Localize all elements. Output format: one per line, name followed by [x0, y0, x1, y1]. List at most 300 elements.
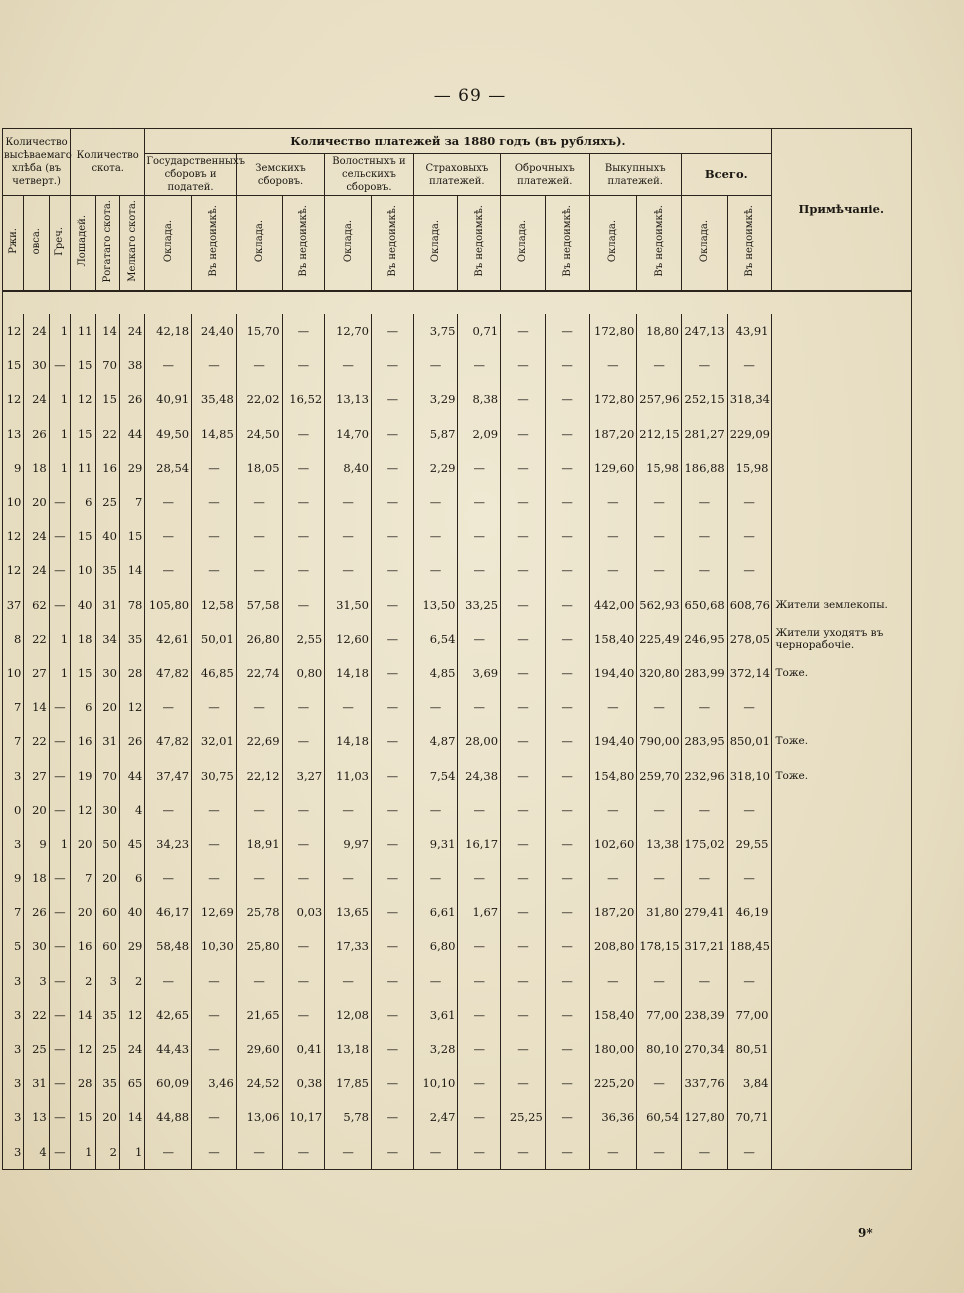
table-cell: 1 — [49, 656, 70, 690]
table-cell: 16,52 — [282, 382, 325, 416]
table-cell: 15 — [71, 417, 95, 451]
table-cell: — — [545, 1066, 589, 1100]
horses-header: Лошадей. — [71, 196, 95, 292]
table-cell: 14 — [119, 553, 144, 587]
table-cell: 4 — [119, 793, 144, 827]
table-cell: 3 — [3, 998, 24, 1032]
table-cell: — — [372, 553, 414, 587]
table-cell: — — [192, 964, 237, 998]
note-cell — [771, 314, 912, 348]
table-cell: — — [637, 553, 682, 587]
table-cell: 102,60 — [589, 827, 637, 861]
table-cell: — — [49, 690, 70, 724]
table-cell: 22 — [24, 998, 49, 1032]
table-row — [3, 758, 912, 792]
table-header — [3, 129, 912, 315]
insurance-header: Страховыхъ платежей. — [413, 154, 500, 196]
table-cell: 26 — [119, 724, 144, 758]
table-cell: — — [589, 553, 637, 587]
table-cell: — — [282, 451, 325, 485]
table-row — [3, 793, 912, 827]
table-cell: — — [145, 964, 192, 998]
table-cell: — — [501, 895, 546, 929]
table-cell: — — [236, 861, 282, 895]
table-cell: 9 — [3, 861, 24, 895]
table-cell: — — [545, 964, 589, 998]
table-cell: 12 — [71, 382, 95, 416]
table-cell: — — [282, 485, 325, 519]
table-cell: 1 — [49, 827, 70, 861]
table-cell: 40,91 — [145, 382, 192, 416]
table-cell: 57,58 — [236, 588, 282, 622]
volost-taxes-header: Волостныхъ и сельскихъ сборовъ. — [325, 154, 413, 196]
table-cell: — — [192, 451, 237, 485]
table-cell: 58,48 — [145, 929, 192, 963]
table-cell: 8,38 — [458, 382, 501, 416]
quitrent-header: Оброчныхъ платежей. — [501, 154, 589, 196]
table-cell: — — [325, 519, 372, 553]
table-cell: 1 — [49, 417, 70, 451]
table-cell: 0 — [3, 793, 24, 827]
table-cell: 80,51 — [727, 1032, 771, 1066]
table-cell: 65 — [119, 1066, 144, 1100]
table-cell: — — [372, 382, 414, 416]
table-cell: — — [501, 519, 546, 553]
table-cell: 30,75 — [192, 758, 237, 792]
table-cell: — — [192, 998, 237, 1032]
table-cell: 12 — [71, 793, 95, 827]
table-cell: — — [372, 758, 414, 792]
table-cell: 42,65 — [145, 998, 192, 1032]
table-cell: 279,41 — [682, 895, 728, 929]
table-cell: — — [458, 1032, 501, 1066]
table-cell: 12,69 — [192, 895, 237, 929]
table-cell: 38 — [119, 348, 144, 382]
table-cell: — — [49, 895, 70, 929]
table-cell: 3 — [24, 964, 49, 998]
table-cell: 30 — [95, 793, 119, 827]
table-cell: — — [727, 1135, 771, 1170]
table-cell: 25,80 — [236, 929, 282, 963]
table-cell: 442,00 — [589, 588, 637, 622]
table-cell: — — [727, 485, 771, 519]
table-cell: 10,17 — [282, 1100, 325, 1134]
table-cell: — — [49, 588, 70, 622]
table-cell: 1,67 — [458, 895, 501, 929]
note-cell — [771, 485, 912, 519]
table-cell: 11 — [71, 314, 95, 348]
table-cell: 10 — [3, 656, 24, 690]
state-taxes-header: Государственныхъ сборовъ и податей. — [145, 154, 236, 196]
table-cell: 50 — [95, 827, 119, 861]
table-cell: 22 — [24, 622, 49, 656]
table-cell: 127,80 — [682, 1100, 728, 1134]
table-cell: 270,34 — [682, 1032, 728, 1066]
table-cell: — — [545, 314, 589, 348]
table-cell: 44,43 — [145, 1032, 192, 1066]
table-cell: 12 — [3, 519, 24, 553]
table-cell: 12 — [3, 553, 24, 587]
table-row — [3, 553, 912, 587]
table-cell: — — [727, 861, 771, 895]
table-cell: — — [236, 519, 282, 553]
table-cell: — — [458, 793, 501, 827]
table-cell: 44 — [119, 417, 144, 451]
table-cell: — — [372, 656, 414, 690]
assessed-header: Оклада. — [589, 196, 637, 292]
table-cell: 372,14 — [727, 656, 771, 690]
table-cell: — — [192, 690, 237, 724]
table-row — [3, 588, 912, 622]
table-cell: — — [682, 861, 728, 895]
table-cell: 28 — [119, 656, 144, 690]
table-cell: 208,80 — [589, 929, 637, 963]
table-cell: — — [282, 793, 325, 827]
arrears-header: Въ недоимкѣ. — [458, 196, 501, 292]
table-cell: 35 — [95, 1066, 119, 1100]
table-cell: — — [282, 929, 325, 963]
table-cell: — — [282, 1135, 325, 1170]
table-cell: 8 — [3, 622, 24, 656]
table-cell: — — [637, 690, 682, 724]
note-cell — [771, 1032, 912, 1066]
table-cell: 283,99 — [682, 656, 728, 690]
table-cell: 105,80 — [145, 588, 192, 622]
table-cell: 37 — [3, 588, 24, 622]
table-cell: 26 — [119, 382, 144, 416]
table-cell: 70,71 — [727, 1100, 771, 1134]
table-cell: 225,49 — [637, 622, 682, 656]
table-cell: 562,93 — [637, 588, 682, 622]
table-cell: — — [413, 690, 458, 724]
table-row — [3, 895, 912, 929]
table-cell: 31 — [95, 588, 119, 622]
arrears-header: Въ недоимкѣ. — [727, 196, 771, 292]
table-cell: 850,01 — [727, 724, 771, 758]
table-cell: 3,75 — [413, 314, 458, 348]
table-cell: 20 — [24, 485, 49, 519]
zemstvo-taxes-header: Земскихъ сборовъ. — [236, 154, 324, 196]
table-cell: 3 — [3, 1066, 24, 1100]
table-cell: 225,20 — [589, 1066, 637, 1100]
note-cell — [771, 929, 912, 963]
table-cell: 129,60 — [589, 451, 637, 485]
table-cell: 1 — [49, 314, 70, 348]
table-cell: — — [545, 553, 589, 587]
table-cell: 6 — [71, 485, 95, 519]
table-cell: 318,34 — [727, 382, 771, 416]
table-cell: 2 — [95, 1135, 119, 1170]
table-cell: 47,82 — [145, 724, 192, 758]
table-cell: — — [589, 348, 637, 382]
table-cell: 26 — [24, 895, 49, 929]
table-cell: 22,69 — [236, 724, 282, 758]
oats-header: овса. — [24, 196, 49, 292]
table-cell: 15 — [71, 519, 95, 553]
arrears-header: Въ недоимкѣ. — [637, 196, 682, 292]
table-cell: 3 — [3, 758, 24, 792]
table-cell: 15 — [71, 348, 95, 382]
table-cell: — — [545, 417, 589, 451]
table-cell: 26 — [24, 417, 49, 451]
table-row — [3, 348, 912, 382]
table-cell: — — [589, 964, 637, 998]
table-cell: — — [325, 793, 372, 827]
table-cell: — — [637, 1066, 682, 1100]
table-cell: — — [637, 485, 682, 519]
note-cell — [771, 1100, 912, 1134]
table-cell: — — [282, 998, 325, 1032]
table-cell: — — [589, 1135, 637, 1170]
table-cell: 3,27 — [282, 758, 325, 792]
table-cell: 318,10 — [727, 758, 771, 792]
table-cell: — — [501, 485, 546, 519]
table-cell: — — [458, 1135, 501, 1170]
table-cell: 20 — [71, 827, 95, 861]
table-cell: — — [49, 1032, 70, 1066]
table-cell: — — [49, 998, 70, 1032]
table-cell: 12 — [3, 382, 24, 416]
table-cell: — — [372, 622, 414, 656]
table-cell: 33,25 — [458, 588, 501, 622]
table-cell: 3 — [95, 964, 119, 998]
table-cell: 14,70 — [325, 417, 372, 451]
total-header: Всего. — [682, 154, 772, 196]
table-cell: — — [501, 1135, 546, 1170]
table-cell: 158,40 — [589, 998, 637, 1032]
note-cell: Тоже. — [771, 758, 912, 792]
table-cell: — — [727, 793, 771, 827]
table-cell: — — [458, 519, 501, 553]
table-cell: 9,97 — [325, 827, 372, 861]
table-cell: 6,54 — [413, 622, 458, 656]
table-cell: 2 — [119, 964, 144, 998]
table-cell: — — [458, 1100, 501, 1134]
table-cell: 238,39 — [682, 998, 728, 1032]
table-cell: 27 — [24, 758, 49, 792]
note-cell — [771, 451, 912, 485]
table-cell: 25 — [95, 485, 119, 519]
table-cell: 60 — [95, 929, 119, 963]
table-cell: 18,05 — [236, 451, 282, 485]
table-cell: — — [372, 895, 414, 929]
table-cell: 20 — [71, 895, 95, 929]
table-cell: 24,52 — [236, 1066, 282, 1100]
table-cell: — — [192, 827, 237, 861]
table-cell: 60,54 — [637, 1100, 682, 1134]
table-cell: — — [49, 553, 70, 587]
page-number: — 69 — — [433, 86, 507, 106]
table-cell: 20 — [95, 690, 119, 724]
table-cell: — — [458, 1066, 501, 1100]
table-cell: — — [282, 417, 325, 451]
table-cell: 11 — [71, 451, 95, 485]
table-cell: 317,21 — [682, 929, 728, 963]
table-cell: — — [372, 1100, 414, 1134]
table-cell: 21,65 — [236, 998, 282, 1032]
table-cell: 11,03 — [325, 758, 372, 792]
table-cell: — — [545, 793, 589, 827]
table-cell: — — [413, 485, 458, 519]
table-cell: — — [325, 690, 372, 724]
table-cell: — — [192, 1135, 237, 1170]
table-cell: 13,65 — [325, 895, 372, 929]
note-cell — [771, 895, 912, 929]
table-cell: 2,09 — [458, 417, 501, 451]
table-cell: 4 — [24, 1135, 49, 1170]
table-cell: 3 — [3, 1032, 24, 1066]
table-cell: — — [325, 1135, 372, 1170]
table-cell: 42,18 — [145, 314, 192, 348]
table-cell: 24,38 — [458, 758, 501, 792]
table-cell: 44 — [119, 758, 144, 792]
table-cell: 34,23 — [145, 827, 192, 861]
table-cell: 4,85 — [413, 656, 458, 690]
table-cell: — — [589, 485, 637, 519]
table-cell: 7 — [3, 895, 24, 929]
table-row — [3, 417, 912, 451]
table-cell: — — [413, 964, 458, 998]
table-cell: 19 — [71, 758, 95, 792]
table-cell: — — [282, 348, 325, 382]
note-cell — [771, 1066, 912, 1100]
table-cell: — — [637, 1135, 682, 1170]
table-cell: — — [372, 348, 414, 382]
table-body — [3, 314, 912, 1169]
table-cell: 187,20 — [589, 417, 637, 451]
table-cell: — — [49, 485, 70, 519]
table-cell: — — [192, 553, 237, 587]
table-cell: 246,95 — [682, 622, 728, 656]
table-cell: 14,18 — [325, 724, 372, 758]
table-cell: 0,80 — [282, 656, 325, 690]
table-cell: — — [325, 861, 372, 895]
table-cell: 158,40 — [589, 622, 637, 656]
table-cell: 10,30 — [192, 929, 237, 963]
note-cell: Тоже. — [771, 656, 912, 690]
table-cell: 49,50 — [145, 417, 192, 451]
table-cell: 13 — [3, 417, 24, 451]
table-cell: — — [501, 1066, 546, 1100]
table-cell: — — [589, 793, 637, 827]
table-cell: 24 — [24, 553, 49, 587]
table-cell: — — [682, 1135, 728, 1170]
table-cell: 40 — [95, 519, 119, 553]
table-row — [3, 1135, 912, 1170]
table-cell: 36,36 — [589, 1100, 637, 1134]
table-cell: 12,58 — [192, 588, 237, 622]
table-cell: — — [372, 451, 414, 485]
table-cell: — — [282, 553, 325, 587]
table-cell: 24,40 — [192, 314, 237, 348]
table-cell: 22,12 — [236, 758, 282, 792]
table-cell: 22,74 — [236, 656, 282, 690]
table-cell: — — [282, 314, 325, 348]
table-cell: 281,27 — [682, 417, 728, 451]
table-row — [3, 451, 912, 485]
table-cell: 46,85 — [192, 656, 237, 690]
cattle-header: Рогатаго скота. — [95, 196, 119, 292]
table-cell: 25 — [24, 1032, 49, 1066]
table-cell: 3,46 — [192, 1066, 237, 1100]
table-cell: 31,80 — [637, 895, 682, 929]
table-cell: 9,31 — [413, 827, 458, 861]
table-row — [3, 690, 912, 724]
table-cell: 3,28 — [413, 1032, 458, 1066]
table-cell: — — [458, 964, 501, 998]
table-cell: — — [325, 348, 372, 382]
table-cell: 77,00 — [637, 998, 682, 1032]
table-cell: — — [545, 1135, 589, 1170]
table-cell: 0,38 — [282, 1066, 325, 1100]
table-cell: — — [145, 553, 192, 587]
table-cell: 14 — [24, 690, 49, 724]
table-cell: 25,25 — [501, 1100, 546, 1134]
table-cell: 13,38 — [637, 827, 682, 861]
table-cell: 194,40 — [589, 724, 637, 758]
table-cell: — — [372, 417, 414, 451]
table-cell: 30 — [24, 929, 49, 963]
table-cell: — — [637, 793, 682, 827]
table-row — [3, 519, 912, 553]
table-cell: — — [545, 622, 589, 656]
table-row — [3, 1066, 912, 1100]
table-cell: 35 — [95, 553, 119, 587]
table-cell: — — [145, 793, 192, 827]
table-cell: 259,70 — [637, 758, 682, 792]
table-cell: — — [545, 588, 589, 622]
table-cell: — — [501, 827, 546, 861]
table-cell: 12,70 — [325, 314, 372, 348]
table-cell: 15 — [3, 348, 24, 382]
table-cell: — — [372, 793, 414, 827]
table-cell: — — [236, 348, 282, 382]
table-cell: 24 — [24, 314, 49, 348]
table-cell: 1 — [119, 1135, 144, 1170]
table-cell: — — [545, 861, 589, 895]
table-cell: — — [145, 485, 192, 519]
table-cell: — — [372, 588, 414, 622]
table-cell: 13,50 — [413, 588, 458, 622]
table-cell: 5,78 — [325, 1100, 372, 1134]
table-row — [3, 1032, 912, 1066]
table-cell: — — [545, 758, 589, 792]
table-cell: 31 — [24, 1066, 49, 1100]
table-cell: 1 — [71, 1135, 95, 1170]
table-cell: — — [192, 861, 237, 895]
table-cell: 175,02 — [682, 827, 728, 861]
note-cell — [771, 382, 912, 416]
table-cell: — — [282, 964, 325, 998]
table-cell: — — [372, 1135, 414, 1170]
grain-group-header: Количество высѣваемаго хлѣба (въ четверт.) — [3, 129, 71, 196]
table-cell: — — [192, 348, 237, 382]
table-cell: — — [413, 793, 458, 827]
table-cell: 10,10 — [413, 1066, 458, 1100]
table-cell: 13,06 — [236, 1100, 282, 1134]
table-cell: — — [501, 417, 546, 451]
table-cell: 10 — [3, 485, 24, 519]
table-cell: 29 — [119, 451, 144, 485]
table-cell: 12,60 — [325, 622, 372, 656]
table-cell: 46,19 — [727, 895, 771, 929]
table-cell: — — [282, 724, 325, 758]
table-cell: — — [372, 827, 414, 861]
table-cell: 14,85 — [192, 417, 237, 451]
table-cell: — — [192, 1032, 237, 1066]
table-cell: 22 — [24, 724, 49, 758]
table-cell: — — [413, 519, 458, 553]
